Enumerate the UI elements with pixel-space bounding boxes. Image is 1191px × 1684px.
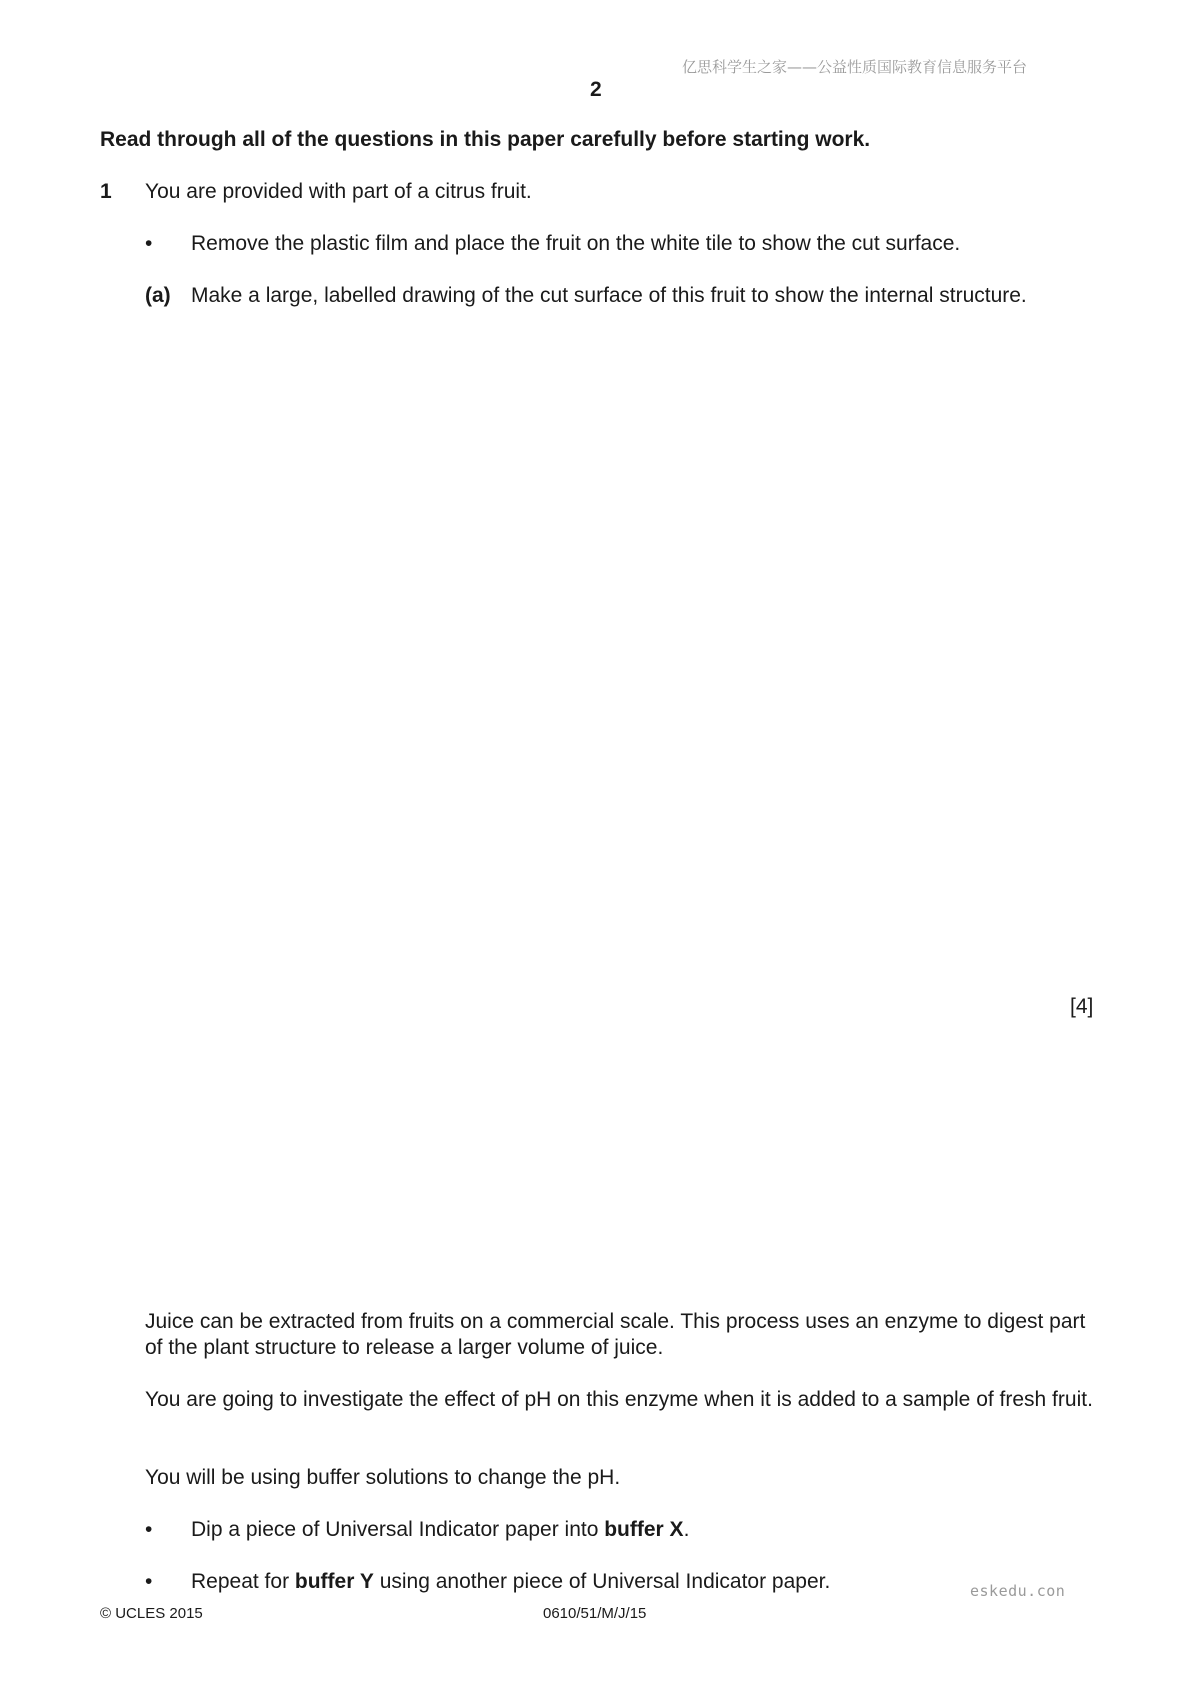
bullet2-text-before: Dip a piece of Universal Indicator paper into: [191, 1518, 605, 1541]
part-a-label: (a): [145, 284, 171, 307]
bullet2-text-after: .: [683, 1518, 690, 1541]
bullet-instruction-buffer-x: [191, 1517, 689, 1543]
buffer-paragraph: You will be using buffer solutions to change the pH.: [145, 1466, 621, 1489]
drawing-answer-space[interactable]: [145, 315, 1095, 955]
buffer-x-term: buffer X: [604, 1518, 684, 1541]
page-number: 2: [590, 78, 602, 101]
juice-extraction-paragraph: Juice can be extracted from fruits on a commercial scale. This process uses an enzyme to digest part of the plant structure to release a larger volume of juice.: [145, 1310, 1086, 1359]
header-watermark: 亿思科学生之家——公益性质国际教育信息服务平台: [682, 58, 1028, 76]
bullet3-text-after: using another piece of Universal Indicator paper.: [373, 1570, 831, 1593]
part-a-question: Make a large, labelled drawing of the cut surface of this fruit to show the internal structure.: [191, 284, 1027, 307]
investigation-paragraph: You are going to investigate the effect of pH on this enzyme when it is added to a sample of fresh fruit.: [145, 1388, 1093, 1411]
bullet3-text-before: Repeat for: [191, 1570, 295, 1593]
part-a-marks: [4]: [1070, 995, 1094, 1018]
footer-paper-code: 0610/51/M/J/15: [543, 1605, 647, 1622]
question-intro: You are provided with part of a citrus fruit.: [145, 180, 532, 203]
bullet-marker-3: •: [145, 1570, 153, 1593]
general-instructions: Read through all of the questions in this paper carefully before starting work.: [100, 128, 871, 151]
question-number: 1: [100, 180, 112, 203]
footer-copyright: © UCLES 2015: [100, 1605, 203, 1622]
bullet-marker-2: •: [145, 1518, 153, 1541]
bullet-instruction-remove-film: Remove the plastic film and place the fruit on the white tile to show the cut surface.: [191, 232, 961, 255]
bullet-instruction-buffer-y: [191, 1569, 830, 1595]
bullet-marker-1: •: [145, 232, 153, 255]
footer-watermark: eskedu.con: [970, 1582, 1066, 1600]
buffer-y-term: buffer Y: [294, 1570, 374, 1593]
